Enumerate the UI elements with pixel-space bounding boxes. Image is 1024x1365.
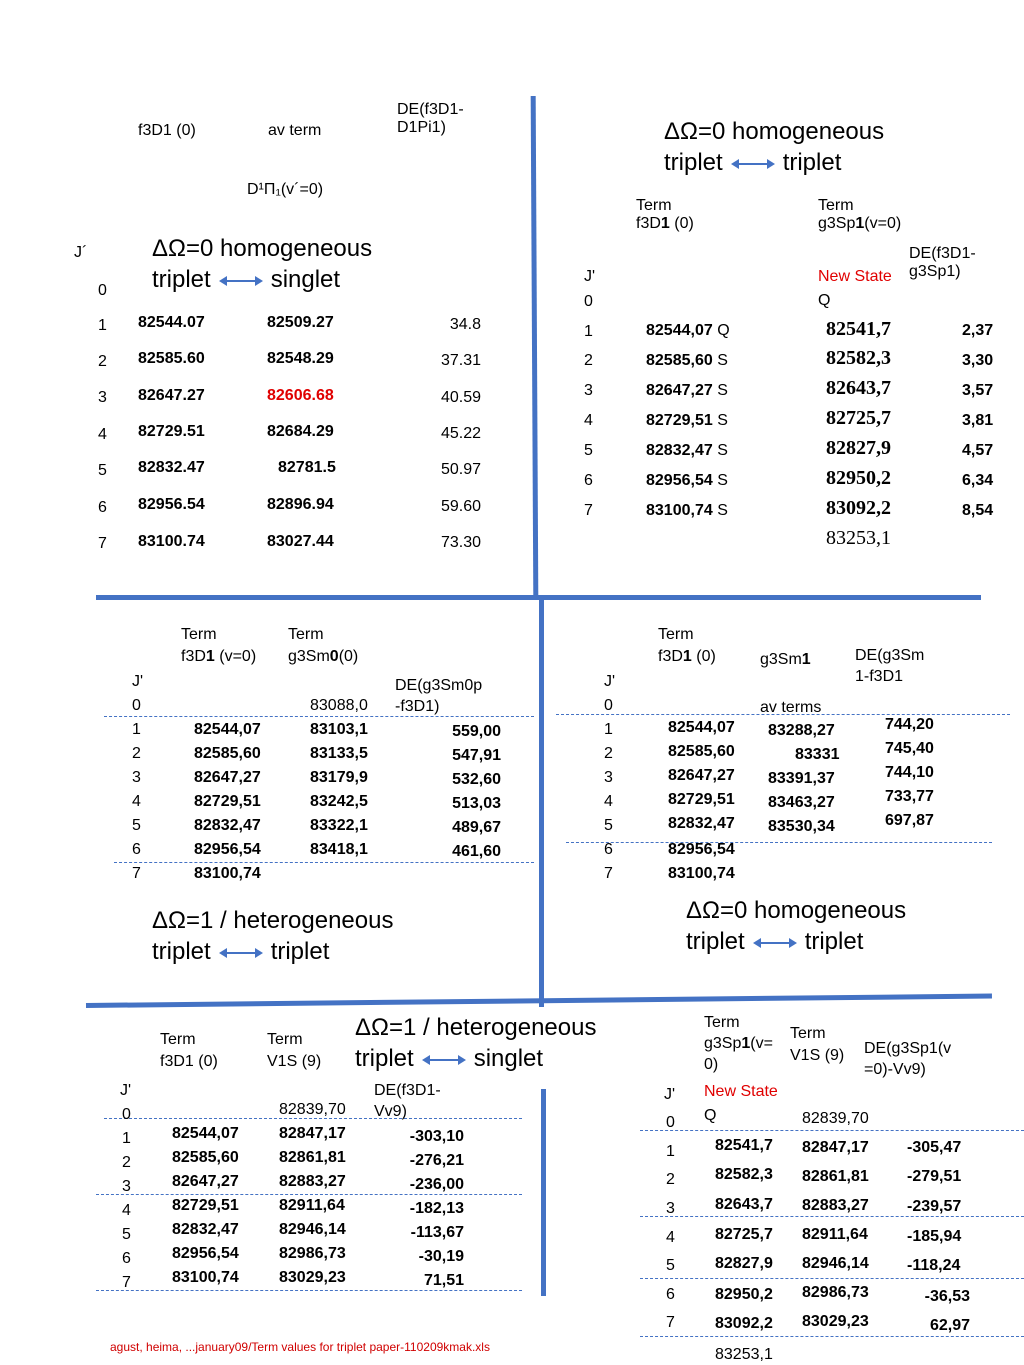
de-value: -279,51	[907, 1168, 962, 1185]
j-value: 7	[122, 1274, 131, 1291]
f3d1-value: 82729.51	[138, 423, 205, 440]
f3d1-value: 82647,27	[668, 767, 735, 784]
de-value: 73.30	[440, 534, 481, 551]
g3sp1-value: 82950,2	[715, 1286, 773, 1303]
double-arrow-icon	[422, 1054, 466, 1066]
j-value: 3	[666, 1200, 675, 1217]
f3d1-value: 83100,74	[668, 865, 735, 882]
dashed-rule	[114, 862, 534, 863]
j-value: 5	[584, 442, 593, 459]
f3d1-value: 82585.60	[138, 350, 205, 367]
col-header-de: DE(f3D1- g3Sp1)	[909, 245, 976, 281]
dashed-rule	[640, 1130, 1024, 1131]
g3sp1-value: 82827,9	[715, 1255, 773, 1272]
f3d1-value: 83100,74	[194, 865, 261, 882]
f3d1-value: 82585,60	[668, 743, 735, 760]
f3d1-term: 82585,60 S	[646, 352, 728, 369]
v1s-value: 82946,14	[279, 1221, 346, 1238]
av-term-value: 82781.5	[278, 459, 336, 476]
f3d1-value: 82729,51	[194, 793, 261, 810]
j-header: J´	[74, 244, 88, 261]
double-arrow-icon	[219, 947, 263, 959]
col-header-av-terms: av terms	[760, 699, 822, 716]
f3d1-value: 82544,07	[194, 721, 261, 738]
j-value: 6	[122, 1250, 131, 1267]
section-title: ΔΩ=1 / heterogeneous triplet singlet	[355, 1014, 597, 1073]
j-value: 0	[666, 1114, 675, 1131]
q-label: Q	[818, 292, 831, 309]
v1s-value: 82986,73	[802, 1284, 869, 1301]
j-value: 0	[604, 697, 613, 714]
col-header-de: DE(g3Sm 1-f3D1	[855, 647, 925, 685]
de-value: -276,21	[409, 1152, 464, 1169]
j-header: J'	[120, 1082, 132, 1099]
av-term-value: 82509.27	[267, 314, 334, 331]
j-value: 6	[604, 841, 613, 858]
f3d1-value: 82832.47	[138, 459, 205, 476]
g3sm1-value: 83331	[795, 746, 840, 763]
col-header-term-f3d1: Term f3D1 (0)	[658, 626, 716, 666]
j-value: 0	[132, 697, 141, 714]
new-state-label: New State	[818, 268, 892, 285]
f3d1-value: 83100,74	[172, 1269, 239, 1286]
de-value: 461,60	[452, 843, 501, 860]
g3sm0-value: 83088,0	[310, 697, 368, 714]
de-value: 3,30	[962, 352, 994, 369]
de-value: 8,54	[962, 502, 994, 519]
de-value: 744,20	[885, 716, 934, 733]
v1s-value: 82883,27	[279, 1173, 346, 1190]
file-path-footer: agust, heima, ...january09/Term values for triplet paper-110209kmak.xls	[110, 1340, 490, 1354]
g3sp1-value: 82582,3	[715, 1166, 773, 1183]
col-header-f3d1: f3D1 (0)	[138, 122, 196, 139]
de-value: 559,00	[452, 723, 501, 740]
de-value: 50.97	[440, 461, 481, 478]
av-term-value: 83027.44	[267, 533, 334, 550]
v1s-value: 82847,17	[279, 1125, 346, 1142]
j-value: 6	[98, 499, 107, 516]
new-state-label: New State	[704, 1083, 778, 1100]
g3sm0-value: 83133,5	[310, 745, 368, 762]
col-header-term-f3d1: Term f3D1 (0)	[636, 197, 694, 233]
av-term-value-highlighted: 82606.68	[267, 387, 334, 404]
de-value: 547,91	[452, 747, 501, 764]
de-value: 45.22	[440, 425, 481, 442]
j-value: 7	[132, 865, 141, 882]
j-value: 1	[132, 721, 141, 738]
g3sp1-value: 82725,7	[715, 1226, 773, 1243]
col-header-av-term: av term	[268, 122, 322, 139]
g3sp1-value: 83092,2	[715, 1315, 773, 1332]
j-value: 4	[604, 793, 613, 810]
de-value: -182,13	[409, 1200, 464, 1217]
col-header-de: DE(g3Sp1(v =0)-Vv9)	[864, 1040, 952, 1078]
de-value: -36,53	[924, 1288, 970, 1305]
j-value: 1	[98, 317, 107, 334]
j-value: 6	[666, 1286, 675, 1303]
col-header-term-g3sm0: Term g3Sm0(0)	[288, 626, 359, 666]
col-header-term-g3sp1: Term g3Sp1(v= 0)	[704, 1014, 773, 1073]
de-value: 34.8	[449, 316, 481, 333]
f3d1-value: 82647.27	[138, 387, 205, 404]
dashed-rule	[640, 1336, 1024, 1337]
j-value: 5	[98, 462, 107, 479]
double-arrow-icon	[731, 158, 775, 170]
de-value: -305,47	[907, 1139, 962, 1156]
j-header: J'	[664, 1086, 676, 1103]
j-value: 7	[98, 535, 107, 552]
j-value: 7	[584, 502, 593, 519]
v1s-value: 82847,17	[802, 1139, 869, 1156]
j-value: 4	[666, 1229, 675, 1246]
f3d1-value: 82832,47	[668, 815, 735, 832]
de-value: -30,19	[418, 1248, 464, 1265]
j-value: 5	[122, 1226, 131, 1243]
j-value: 0	[584, 293, 593, 310]
f3d1-value: 82544.07	[138, 314, 205, 331]
de-value: 6,34	[962, 472, 994, 489]
j-value: 3	[584, 382, 593, 399]
f3d1-value: 82956,54	[194, 841, 261, 858]
de-value: 513,03	[452, 795, 501, 812]
g3sm1-value: 83391,37	[768, 770, 835, 787]
j-value: 0	[122, 1106, 131, 1123]
de-value: 62,97	[929, 1317, 970, 1334]
de-value: -113,67	[410, 1224, 464, 1241]
j-header: J'	[584, 268, 596, 285]
de-value: 733,77	[885, 788, 934, 805]
dashed-rule	[640, 1216, 1024, 1217]
j-value: 2	[122, 1154, 131, 1171]
j-value: 5	[132, 817, 141, 834]
j-value: 4	[98, 426, 107, 443]
j-value: 5	[666, 1257, 675, 1274]
horizontal-divider-upper	[96, 595, 981, 600]
j-value: 4	[132, 793, 141, 810]
f3d1-value: 82832,47	[194, 817, 261, 834]
de-value: -236,00	[409, 1176, 464, 1193]
col-header-term-v1s: Term V1S (9)	[790, 1025, 845, 1065]
double-arrow-icon	[219, 275, 263, 287]
j-value: 0	[98, 282, 107, 299]
section-title: ΔΩ=1 / heterogeneous triplet triplet	[152, 907, 394, 966]
f3d1-value: 82647,27	[194, 769, 261, 786]
j-value: 7	[666, 1314, 675, 1331]
av-term-value: 82548.29	[267, 350, 334, 367]
col-header-de: DE(f3D1- D1Pi1)	[397, 101, 464, 137]
g3sp1-term: 82582,3	[826, 347, 891, 369]
j-value: 2	[98, 353, 107, 370]
j-value: 5	[604, 817, 613, 834]
f3d1-term: 82832,47 S	[646, 442, 728, 459]
j-value: 2	[666, 1171, 675, 1188]
dashed-rule	[566, 842, 992, 843]
de-value: 745,40	[885, 740, 934, 757]
g3sm0-value: 83322,1	[310, 817, 368, 834]
f3d1-value: 82832,47	[172, 1221, 239, 1238]
de-value: 744,10	[885, 764, 934, 781]
f3d1-value: 82647,27	[172, 1173, 239, 1190]
v1s-value: 82861,81	[802, 1168, 869, 1185]
g3sm0-value: 83242,5	[310, 793, 368, 810]
j-value: 3	[122, 1178, 131, 1195]
av-term-value: 82684.29	[267, 423, 334, 440]
v1s-value: 83029,23	[802, 1313, 869, 1330]
v1s-value: 82911,64	[279, 1197, 345, 1214]
de-value: 37.31	[440, 352, 481, 369]
de-value: -185,94	[907, 1228, 962, 1245]
f3d1-value: 83100.74	[138, 533, 205, 550]
v1s-value: 82986,73	[279, 1245, 346, 1262]
section-title: ΔΩ=0 homogeneous triplet triplet	[686, 897, 907, 956]
j-header: J'	[604, 673, 616, 690]
j-value: 4	[584, 412, 593, 429]
j-value: 1	[604, 721, 613, 738]
f3d1-term: 82544,07 Q	[646, 322, 730, 339]
g3sp1-term: 82827,9	[826, 437, 891, 459]
f3d1-value: 82956,54	[172, 1245, 239, 1262]
de-value: 3,81	[962, 412, 994, 429]
de-value: 532,60	[452, 771, 501, 788]
f3d1-value: 82544,07	[172, 1125, 239, 1142]
de-value: -239,57	[907, 1198, 962, 1215]
dashed-rule	[640, 1278, 1024, 1279]
g3sp1-term: 83092,2	[826, 497, 891, 519]
col-header-term-g3sp1: Term g3Sp1(v=0)	[818, 197, 902, 233]
j-value: 1	[122, 1130, 131, 1147]
section-title: ΔΩ=0 homogeneous triplet singlet	[152, 235, 373, 294]
g3sm0-value: 83418,1	[310, 841, 368, 858]
g3sp1-value-extra: 83253,1	[715, 1346, 773, 1363]
av-term-value: 82896.94	[267, 496, 334, 513]
j-value: 2	[604, 745, 613, 762]
de-value: 40.59	[440, 389, 481, 406]
de-value: -118,24	[907, 1257, 961, 1274]
de-value: -303,10	[409, 1128, 464, 1145]
g3sp1-value: 82541,7	[715, 1137, 773, 1154]
v1s-value: 83029,23	[279, 1269, 346, 1286]
v1s-value: 82839,70	[279, 1101, 346, 1118]
j-value: 6	[584, 472, 593, 489]
col-header-g3sm1: g3Sm1	[760, 651, 811, 668]
de-value: 71,51	[423, 1272, 464, 1289]
col-header-term-v1s: Term V1S (9)	[267, 1031, 322, 1071]
f3d1-term: 82729,51 S	[646, 412, 728, 429]
de-value: 4,57	[962, 442, 994, 459]
f3d1-value: 82729,51	[668, 791, 735, 808]
j-value: 2	[584, 352, 593, 369]
f3d1-value: 82729,51	[172, 1197, 239, 1214]
f3d1-value: 82956,54	[668, 841, 735, 858]
j-value: 3	[604, 769, 613, 786]
g3sp1-value: 82643,7	[715, 1196, 773, 1213]
f3d1-term: 82956,54 S	[646, 472, 728, 489]
v1s-value: 82946,14	[802, 1255, 869, 1272]
v1s-value: 82911,64	[802, 1226, 868, 1243]
de-value: 59.60	[440, 498, 481, 515]
j-value: 3	[132, 769, 141, 786]
col-header-term-f3d1: Term f3D1 (0)	[160, 1031, 218, 1071]
de-value: 2,37	[962, 322, 994, 339]
de-value: 489,67	[452, 819, 501, 836]
v1s-value: 82839,70	[802, 1110, 869, 1127]
g3sm1-value: 83530,34	[768, 818, 835, 835]
f3d1-value: 82585,60	[172, 1149, 239, 1166]
j-value: 6	[132, 841, 141, 858]
g3sp1-term: 82643,7	[826, 377, 891, 399]
f3d1-term: 83100,74 S	[646, 502, 728, 519]
j-value: 7	[604, 865, 613, 882]
g3sp1-term: 82541,7	[826, 318, 891, 340]
state-label: D¹Π₁(v´=0)	[247, 181, 324, 198]
g3sm0-value: 83103,1	[310, 721, 368, 738]
f3d1-term: 82647,27 S	[646, 382, 728, 399]
j-value: 1	[666, 1143, 675, 1160]
col-header-term-f3d1: Term f3D1 (v=0)	[181, 626, 257, 666]
j-value: 1	[584, 323, 593, 340]
vertical-divider-middle	[539, 597, 544, 1007]
j-header: J'	[132, 673, 144, 690]
g3sp1-term: 82950,2	[826, 467, 891, 489]
double-arrow-icon	[753, 937, 797, 949]
vertical-divider-top	[531, 96, 539, 600]
g3sm1-value: 83288,27	[768, 722, 835, 739]
q-label: Q	[704, 1107, 717, 1124]
g3sp1-term-extra: 83253,1	[826, 527, 891, 549]
j-value: 2	[132, 745, 141, 762]
de-value: 697,87	[885, 812, 934, 829]
g3sp1-term: 82725,7	[826, 407, 891, 429]
f3d1-value: 82544,07	[668, 719, 735, 736]
g3sm1-value: 83463,27	[768, 794, 835, 811]
v1s-value: 82861,81	[279, 1149, 346, 1166]
f3d1-value: 82585,60	[194, 745, 261, 762]
de-value: 3,57	[962, 382, 994, 399]
col-header-de: DE(g3Sm0p -f3D1)	[395, 677, 483, 715]
j-value: 3	[98, 389, 107, 406]
section-title: ΔΩ=0 homogeneous triplet triplet	[664, 118, 885, 177]
col-header-de: DE(f3D1- Vv9)	[374, 1082, 441, 1120]
vertical-divider-bottom	[541, 1089, 546, 1296]
f3d1-value: 82956.54	[138, 496, 205, 513]
j-value: 4	[122, 1202, 131, 1219]
v1s-value: 82883,27	[802, 1197, 869, 1214]
g3sm0-value: 83179,9	[310, 769, 368, 786]
